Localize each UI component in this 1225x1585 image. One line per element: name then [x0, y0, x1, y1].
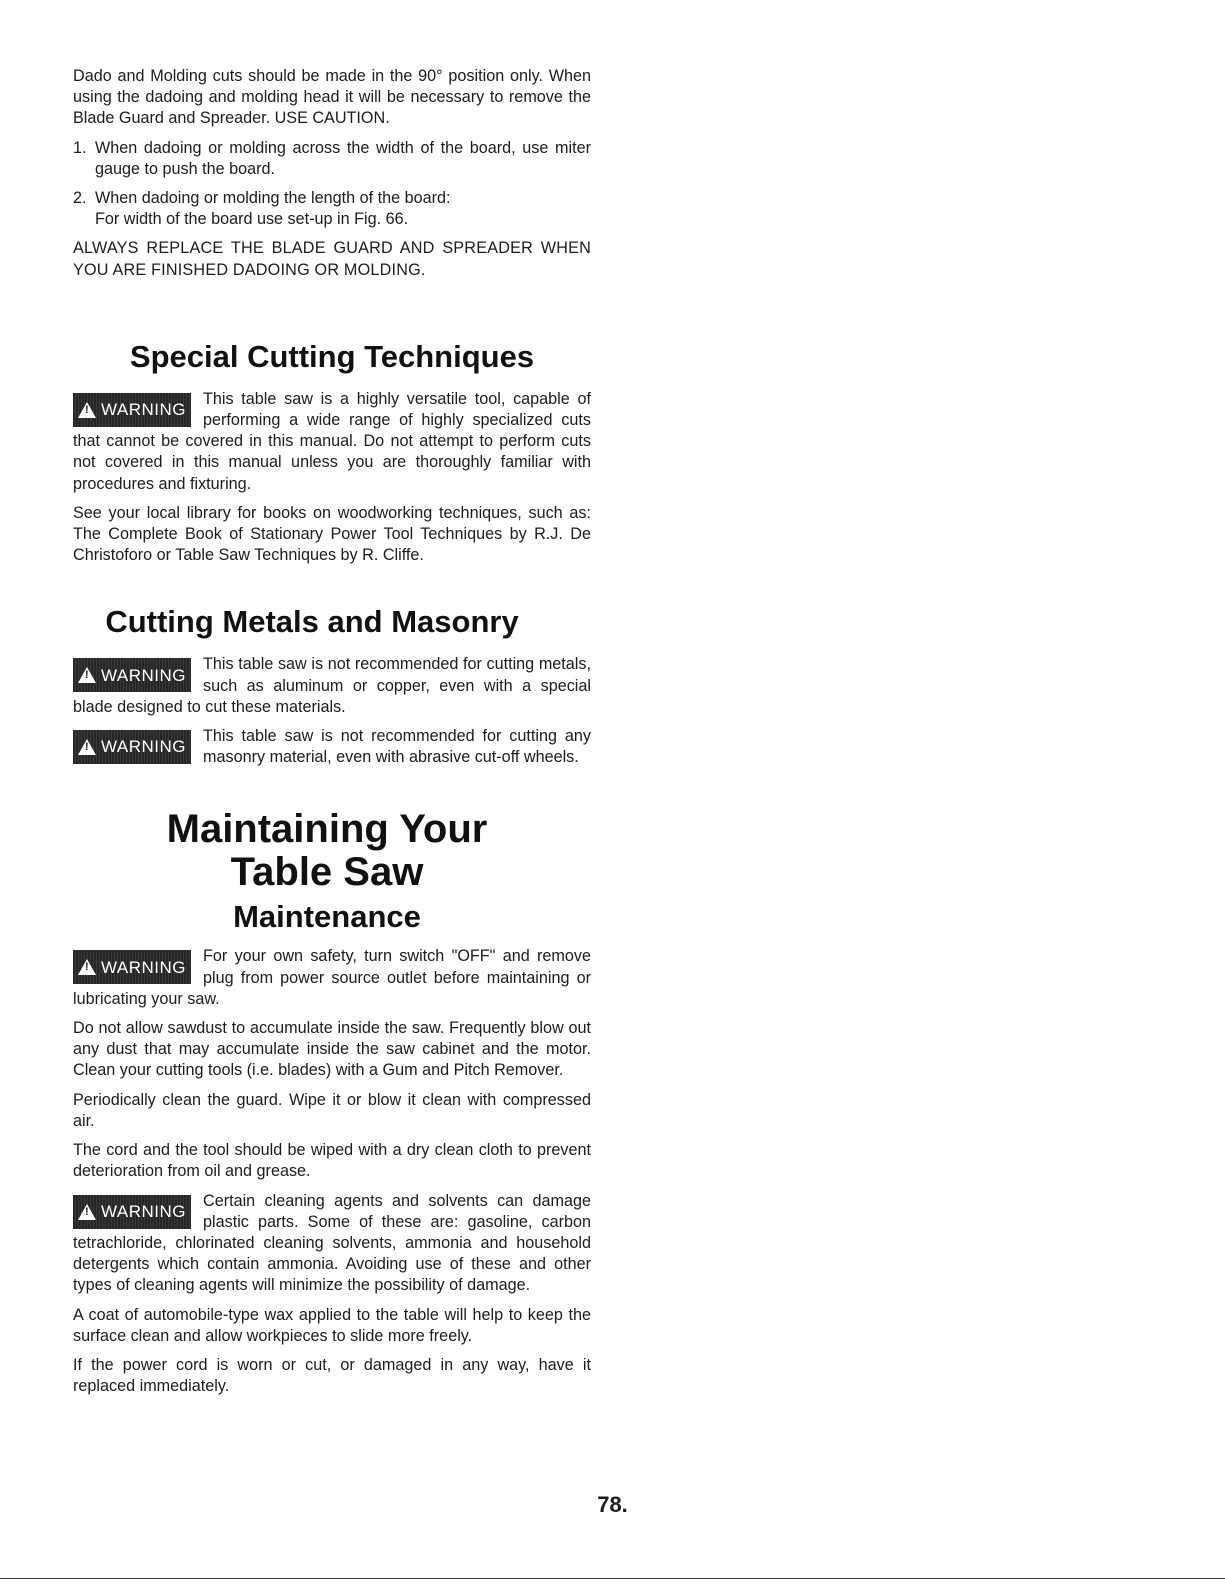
warning-badge-label: WARNING	[100, 665, 187, 685]
warning-badge-label: WARNING	[100, 737, 187, 757]
warning-text: This table saw is not recommended for cutting any masonry material, even with abrasive cut-off wheels.	[203, 727, 591, 767]
body-paragraph: A coat of automobile-type wax applied to the table will help to keep the surface clean and allow workpieces to slide more freely.	[73, 1305, 591, 1345]
warning-badge-label: WARNING	[100, 400, 187, 420]
list-item-line: When dadoing or molding the length of the board:	[95, 189, 451, 208]
section-heading-special: Special Cutting Techniques	[129, 338, 535, 374]
body-paragraph: See your local library for books on woodworking techniques, such as: The Complete Book of Stationary Power Tool Techniques by R.J. De Christoforo or Table Saw Techniques by R. Cliffe.	[73, 503, 591, 565]
list-item-text	[95, 188, 591, 230]
list-item	[73, 188, 591, 230]
warning-text: For your own safety, turn switch "OFF" and remove plug from power source outlet before maintaining or lubricating your saw.	[73, 947, 591, 1008]
warning-badge-label: WARNING	[100, 1201, 187, 1221]
list-item-number: 2.	[73, 189, 87, 208]
warning-badge	[73, 950, 191, 984]
page-number: 78.	[597, 1492, 628, 1517]
warning-badge	[73, 393, 191, 427]
section-heading-metals: Cutting Metals and Masonry	[105, 604, 519, 640]
warning-triangle-icon	[78, 667, 96, 683]
list-item-text: When dadoing or molding across the width of the board, use miter gauge to push the board.	[95, 138, 591, 178]
main-column	[73, 66, 591, 1405]
warning-triangle-icon	[78, 739, 96, 755]
list-item	[73, 138, 591, 180]
warning-text: This table saw is not recommended for cutting metals, such as aluminum or copper, even with a special blade designed to cut these materials.	[73, 655, 591, 716]
list-item-number: 1.	[73, 138, 87, 157]
caps-notice: ALWAYS REPLACE THE BLADE GUARD AND SPREADER WHEN YOU ARE FINISHED DADOING OR MOLDING.	[73, 239, 591, 279]
warning-badge	[73, 1195, 191, 1229]
bottom-rule	[0, 1578, 1225, 1579]
warning-triangle-icon	[78, 402, 96, 418]
body-paragraph: Periodically clean the guard. Wipe it or blow it clean with compressed air.	[73, 1090, 591, 1130]
list-item-line: For width of the board use set-up in Fig. 66.	[95, 210, 409, 229]
warning-paragraph	[73, 726, 591, 768]
warning-text: Certain cleaning agents and solvents can damage plastic parts. Some of these are: gasoline, carbon tetrachloride, chlorinated cleaning solvents, ammonia and household detergents which contain ammonia. Avoiding use of these and other types of cleaning agents will minimize the possibility of damage.	[73, 1191, 591, 1295]
warning-triangle-icon	[78, 959, 96, 975]
section-heading-table-saw: Table Saw	[230, 850, 424, 895]
warning-triangle-icon	[78, 1204, 96, 1220]
subheading-maintenance: Maintenance	[233, 899, 421, 935]
warning-badge	[73, 730, 191, 764]
warning-badge	[73, 658, 191, 692]
body-paragraph: If the power cord is worn or cut, or damaged in any way, have it replaced immediately.	[73, 1355, 591, 1396]
body-paragraph: Do not allow sawdust to accumulate inside the saw. Frequently blow out any dust that may accumulate inside the saw cabinet and the motor. Clean your cutting tools (i.e. blades) with a Gum and Pitch Remover.	[73, 1019, 591, 1080]
warning-paragraph	[73, 946, 591, 1010]
warning-badge-label: WARNING	[100, 957, 187, 977]
intro-list	[73, 138, 591, 231]
intro-paragraph: Dado and Molding cuts should be made in the 90° position only. When using the dadoing and molding head it will be necessary to remove the Blade Guard and Spreader. USE CAUTION.	[73, 67, 591, 128]
section-heading-maintaining: Maintaining Your	[166, 807, 488, 852]
body-paragraph: The cord and the tool should be wiped with a dry clean cloth to prevent deterioration from oil and grease.	[73, 1141, 591, 1181]
warning-paragraph	[73, 389, 591, 495]
warning-paragraph	[73, 1191, 591, 1297]
warning-paragraph	[73, 654, 591, 718]
warning-text: This table saw is a highly versatile tool, capable of performing a wide range of highly specialized cuts that cannot be covered in this manual. Do not attempt to perform cuts not covered in this manual unless you are thoroughly familiar with procedures and fixturing.	[73, 389, 591, 493]
